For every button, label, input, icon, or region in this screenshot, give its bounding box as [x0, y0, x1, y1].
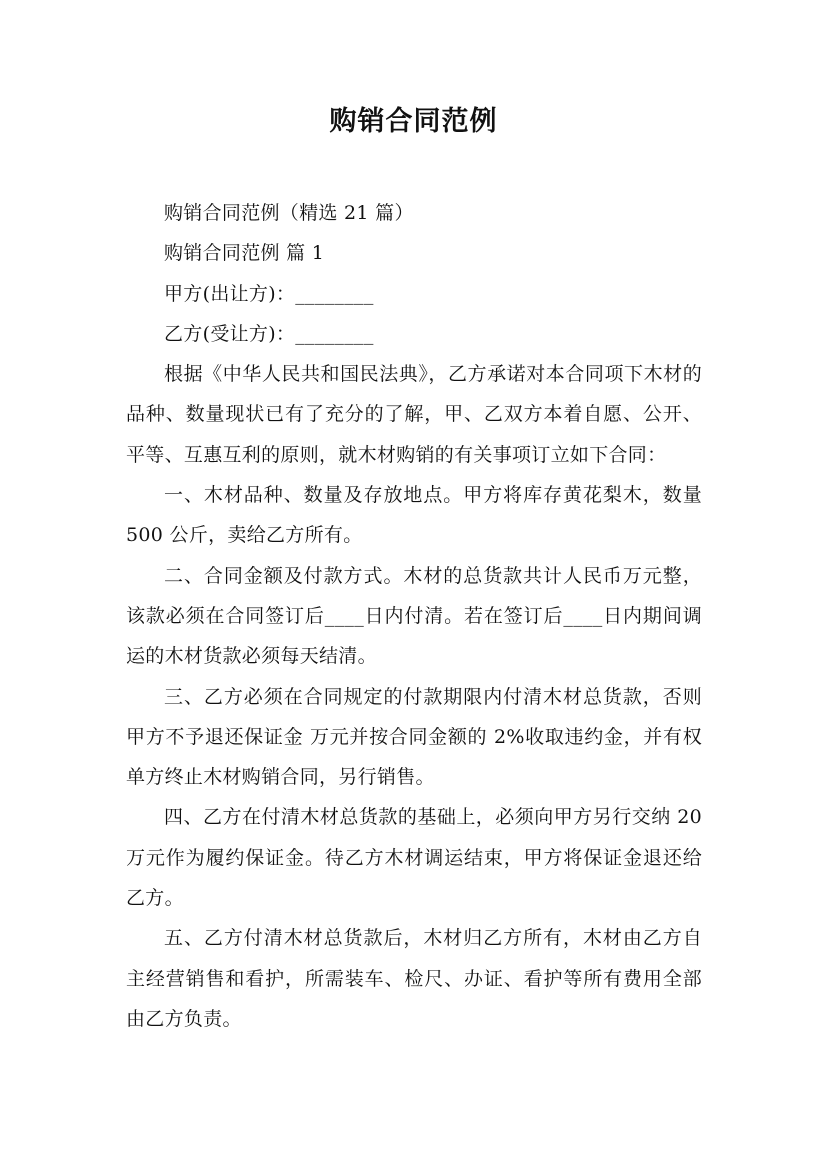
clause-3-paragraph: 三、乙方必须在合同规定的付款期限内付清木材总货款，否则甲方不予退还保证金 万元并按合同金额的 2%收取违约金，并有权单方终止木材购销合同，另行销售。 — [126, 685, 702, 789]
document-body — [126, 193, 702, 1039]
document-title: 购销合同范例 — [329, 106, 498, 137]
section-heading: 购销合同范例 篇 1 — [164, 242, 325, 265]
clause-1-paragraph: 一、木材品种、数量及存放地点。甲方将库存黄花梨木，数量 500 公斤，卖给乙方所有。 — [126, 484, 702, 547]
clause-5-paragraph: 五、乙方付清木材总货款后，木材归乙方所有，木材由乙方自主经营销售和看护，所需装车、检尺、办证、看护等所有费用全部由乙方负责。 — [126, 927, 702, 1030]
subtitle-paragraph: 购销合同范例（精选 21 篇） — [164, 202, 414, 224]
clause-4-paragraph: 四、乙方在付清木材总货款的基础上，必须向甲方另行交纳 20 万元作为履约保证金。待乙方木材调运结束，甲方将保证金退还给乙方。 — [126, 806, 702, 910]
clause-2-paragraph: 二、合同金额及付款方式。木材的总货款共计人民币万元整，该款必须在合同签订后____日内付清。若在签订后____日内期间调运的木材货款必须每天结清。 — [126, 564, 702, 668]
preamble-paragraph: 根据《中华人民共和国民法典》，乙方承诺对本合同项下木材的品种、数量现状已有了充分的了解，甲、乙双方本着自愿、公开、平等、互惠互利的原则，就木材购销的有关事项订立如下合同： — [126, 363, 702, 466]
party-b-line: 乙方(受让方)：________ — [164, 322, 374, 345]
party-a-line: 甲方(出让方)：________ — [164, 282, 374, 305]
